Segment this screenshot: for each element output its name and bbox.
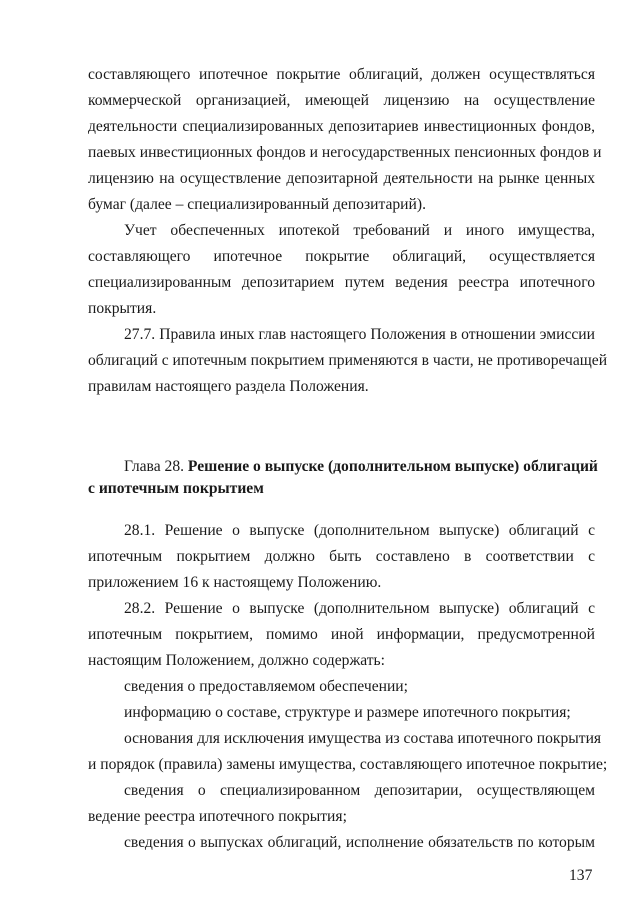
text-line: бумаг (далее – специализированный депозитарий). bbox=[88, 196, 426, 213]
text-line: лицензию на осуществление депозитарной деятельности на рынке ценных bbox=[88, 170, 595, 187]
text-line: сведения о выпусках облигаций, исполнение обязательств по которым bbox=[124, 834, 595, 851]
chapter-title: Решение о выпуске (дополнительном выпуске) облигаций bbox=[187, 458, 598, 475]
text-line: составляющего ипотечное покрытие облигаций, должен осуществляться bbox=[88, 66, 595, 83]
text-line: и порядок (правила) замены имущества, составляющего ипотечное покрытие; bbox=[88, 756, 608, 773]
text-line: паевых инвестиционных фондов и негосударственных пенсионных фондов и bbox=[88, 144, 602, 161]
text-line: информацию о составе, структуре и размере ипотечного покрытия; bbox=[124, 704, 571, 721]
text-line: сведения о предоставляемом обеспечении; bbox=[124, 678, 408, 695]
text-line: сведения о специализированном депозитарии, осуществляющем bbox=[124, 782, 595, 799]
text-line: Учет обеспеченных ипотекой требований и иного имущества, bbox=[124, 222, 595, 239]
text-line: 27.7. Правила иных глав настоящего Положения в отношении эмиссии bbox=[124, 326, 595, 343]
text-line: составляющего ипотечное покрытие облигаций, осуществляется bbox=[88, 248, 595, 265]
text-line: коммерческой организацией, имеющей лицензию на осуществление bbox=[88, 92, 595, 109]
text-line: специализированным депозитарием путем ведения реестра ипотечного bbox=[88, 274, 595, 291]
chapter-prefix: Глава 28. bbox=[124, 458, 188, 475]
chapter-heading bbox=[124, 458, 598, 476]
chapter-title-cont: с ипотечным покрытием bbox=[88, 480, 264, 497]
text-line: облигаций с ипотечным покрытием применяются в части, не противоречащей bbox=[88, 352, 608, 369]
text-line: 28.2. Решение о выпуске (дополнительном выпуске) облигаций с bbox=[124, 600, 595, 617]
text-line: настоящим Положением, должно содержать: bbox=[88, 652, 385, 669]
page-number: 137 bbox=[569, 867, 593, 884]
text-line: ипотечным покрытием должно быть составлено в соответствии с bbox=[88, 548, 595, 565]
text-line: приложением 16 к настоящему Положению. bbox=[88, 574, 382, 591]
text-line: покрытия. bbox=[88, 300, 157, 317]
text-line: ипотечным покрытием, помимо иной информации, предусмотренной bbox=[88, 626, 595, 643]
text-line: ведение реестра ипотечного покрытия; bbox=[88, 808, 347, 825]
text-line: деятельности специализированных депозитариев инвестиционных фондов, bbox=[88, 118, 595, 135]
text-line: основания для исключения имущества из состава ипотечного покрытия bbox=[124, 730, 602, 747]
text-line: правилам настоящего раздела Положения. bbox=[88, 378, 369, 395]
text-line: 28.1. Решение о выпуске (дополнительном выпуске) облигаций с bbox=[124, 522, 595, 539]
